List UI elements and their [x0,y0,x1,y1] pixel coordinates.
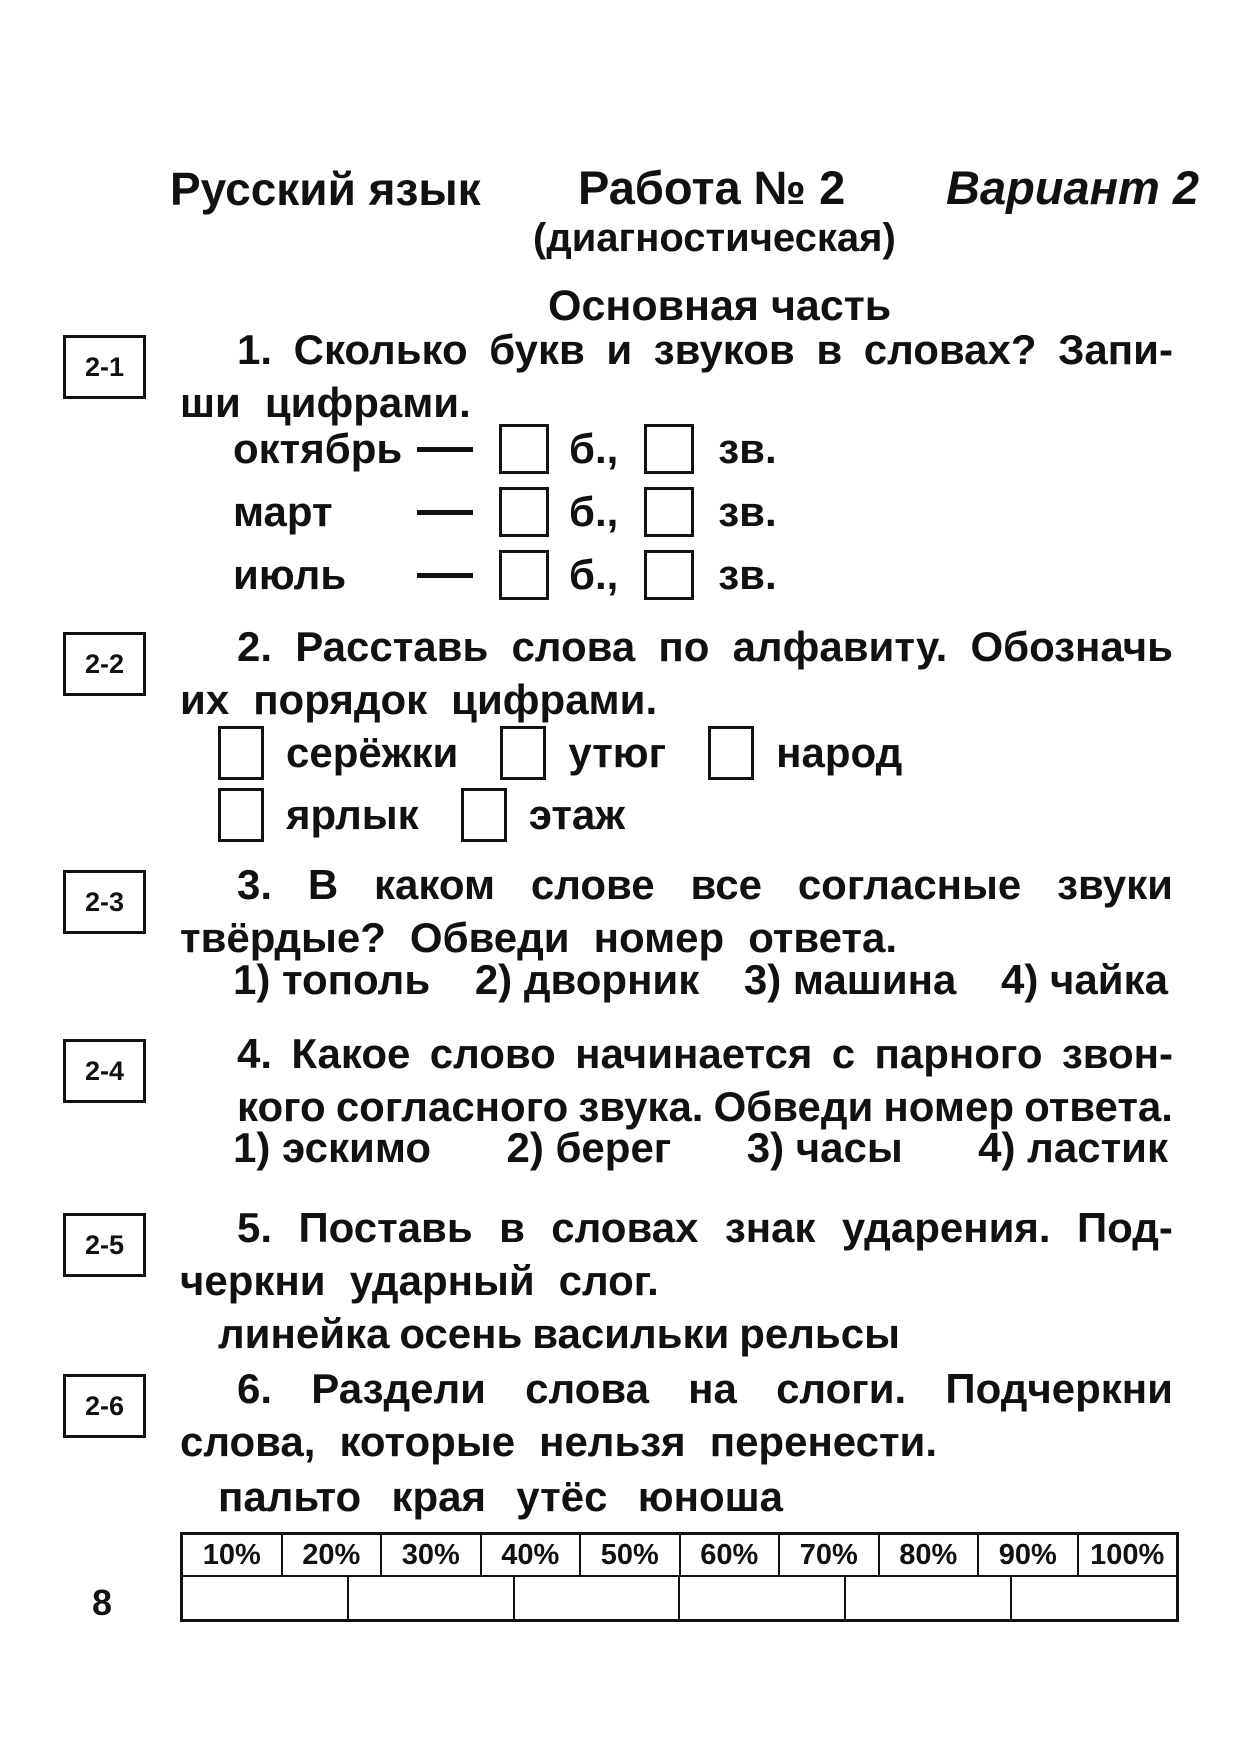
letters-abbrev-label: б., [569,425,619,472]
score-cell[interactable] [183,1577,349,1619]
percent-cell: 20% [283,1535,383,1575]
percent-cell: 80% [880,1535,980,1575]
word-text: октябрь [233,425,403,472]
task-1-line-1 [180,326,1173,374]
word-text: ударный [349,1257,535,1304]
task-5-line-2 [180,1257,1173,1305]
section-title: Основная часть [548,282,892,330]
task-5-words [218,1310,900,1358]
word-text: начинается [575,1030,813,1077]
word-text: звон- [1061,1030,1173,1077]
word-text: черкни [180,1257,326,1304]
word-text: Подчеркни [945,1365,1173,1412]
task-6-words [218,1473,783,1521]
task-5-line-1 [180,1204,1173,1252]
task-number: 1. [237,326,273,373]
word-text: словах [551,1204,699,1251]
sounds-count-box[interactable] [644,424,694,474]
task-number: 3. [237,861,273,908]
word-text: на [688,1365,737,1412]
word-text: цифрами. [264,379,471,426]
word-text: Сколько [293,326,468,373]
percent-cell: 50% [581,1535,681,1575]
percent-cell: 100% [1090,1538,1165,1571]
percent-cell: 60% [681,1535,781,1575]
task-3-line-2 [180,914,1173,962]
task-4-line-1 [180,1030,1173,1078]
order-number-box[interactable] [708,726,754,780]
alphabet-order-row [218,789,667,841]
percent-cell: 40% [482,1535,582,1575]
dash-line [417,510,473,515]
word-text: слово [429,1030,556,1077]
word-text: в [816,326,843,373]
word-text: словах? [863,326,1037,373]
score-input-row [183,1577,1176,1619]
task-1-line-2 [180,379,1173,427]
word-text: Под- [1076,1204,1173,1251]
order-number-box[interactable] [218,788,264,842]
word-text: каком [374,861,496,908]
word-text: 1) тополь [233,956,431,1003]
task-code: 2-5 [84,1229,125,1260]
task-2-line-1 [180,623,1173,671]
task-6-line-2 [180,1418,1173,1466]
word-text: и [606,326,633,373]
percent-cell: 30% [382,1535,482,1575]
word-text: твёрдые? [180,914,386,961]
order-number-box[interactable] [500,726,546,780]
task-2-line-2 [180,676,1173,724]
word-text: слова, [180,1418,316,1465]
word-text: ударения. [841,1204,1051,1251]
word-text: Обведи [713,1083,874,1130]
word-text: согласного [335,1083,569,1130]
subject-label: Русский язык [170,163,481,215]
word-text: 4) ластик [978,1124,1168,1171]
word-text: народ [776,729,903,776]
score-table [180,1532,1179,1622]
percent-cell: 70% [780,1535,880,1575]
word-text: парного [874,1030,1043,1077]
task-code: 2-2 [84,648,125,679]
word-text: 3) машина [743,956,957,1003]
page-number: 8 [92,1582,113,1623]
dash-line [417,447,473,452]
letters-abbrev-label: б., [569,488,619,535]
task-3-options [233,956,1168,1004]
task-6-line-1 [180,1365,1173,1413]
task-code: 2-3 [84,886,125,917]
letters-abbrev-label: б., [569,551,619,598]
word-text: 3) часы [746,1124,903,1171]
task-code-box [63,632,146,696]
word-text: все [690,861,762,908]
sounds-abbrev-label: зв. [718,488,777,535]
task-code-box [63,1039,146,1103]
task-code-box [63,335,146,399]
word-text: букв [489,326,585,373]
word-text: утёс [516,1473,608,1520]
word-text: Какое [291,1030,411,1077]
word-text: перенести. [709,1418,938,1465]
letters-sounds-row [233,551,777,599]
word-text: нельзя [539,1418,686,1465]
score-cell[interactable] [680,1577,846,1619]
sounds-abbrev-label: зв. [718,425,777,472]
word-text: края [391,1473,487,1520]
word-text: 2) дворник [474,956,700,1003]
task-number: 2. [237,623,273,670]
percent-header-row [183,1535,1176,1577]
word-text: слоги. [776,1365,907,1412]
word-text: номер [593,914,725,961]
word-text: В [307,861,339,908]
word-text: март [233,488,333,535]
task-code-box [63,1213,146,1277]
word-text: порядок [253,676,428,723]
letters-sounds-row [233,488,777,536]
word-text: ответа. [1024,1083,1173,1130]
task-code: 2-1 [84,351,125,382]
word-text: слова [525,1365,649,1412]
task-code: 2-4 [84,1055,125,1086]
word-text: рельсы [739,1310,900,1357]
word-text: звуков [653,326,795,373]
score-cell[interactable] [846,1577,1012,1619]
percent-cell: 10% [183,1535,283,1575]
word-text: утюг [568,729,667,776]
word-text: знак [724,1204,816,1251]
task-number: 5. [237,1204,273,1251]
letters-count-box[interactable] [499,487,549,537]
word-text: Обозначь [970,623,1173,670]
word-text: 4) чайка [1001,956,1168,1003]
word-text: ярлык [286,791,419,838]
word-text: алфавиту. [732,623,948,670]
variant-label: Вариант 2 [946,161,1200,214]
task-code: 2-6 [84,1390,125,1421]
word-text: осень [399,1310,523,1357]
work-title: Работа № 2 [578,161,846,214]
word-text: июль [233,551,347,598]
score-cell[interactable] [349,1577,515,1619]
task-code-box [63,1374,146,1438]
word-text: юноша [637,1473,783,1520]
letters-sounds-row [233,425,777,473]
word-text: звука. [578,1083,704,1130]
alphabet-order-row [218,727,944,779]
word-text: 2) берег [506,1124,672,1171]
word-text: с [831,1030,856,1077]
word-text: слог. [558,1257,659,1304]
word-text: слове [530,861,655,908]
word-text: Расставь [295,623,489,670]
word-text: васильки [532,1310,730,1357]
work-subtitle: (диагностическая) [533,216,896,260]
word-text: Раздели [311,1365,486,1412]
percent-cell: 90% [979,1535,1079,1575]
word-text: согласные [797,861,1022,908]
score-cell[interactable] [1012,1577,1176,1619]
word-text: этаж [528,791,626,838]
sounds-count-box[interactable] [644,550,694,600]
word-text: номер [883,1083,1014,1130]
word-text: серёжки [286,729,459,776]
word-text: которые [339,1418,516,1465]
word-text: их [180,676,230,723]
word-text: Обведи [409,914,570,961]
sounds-count-box[interactable] [644,487,694,537]
order-number-box[interactable] [461,788,507,842]
letters-count-box[interactable] [499,550,549,600]
word-text: кого [237,1083,326,1130]
dash-line [417,573,473,578]
word-text: звуки [1057,861,1173,908]
task-3-line-1 [180,861,1173,909]
word-text: ши [180,379,241,426]
word-text: слова [511,623,636,670]
word-text: цифрами. [451,676,658,723]
sounds-abbrev-label: зв. [718,551,777,598]
score-cell[interactable] [515,1577,681,1619]
word-text: по [658,623,710,670]
word-text: ответа. [748,914,898,961]
word-text: в [499,1204,525,1251]
letters-count-box[interactable] [499,424,549,474]
word-text: Поставь [298,1204,473,1251]
word-text: Запи- [1058,326,1173,373]
task-code-box [63,870,146,934]
task-number: 4. [237,1030,273,1077]
task-4-options [233,1124,1168,1172]
order-number-box[interactable] [218,726,264,780]
task-number: 6. [237,1365,273,1412]
word-text: линейка [218,1310,390,1357]
word-text: 1) эскимо [233,1124,432,1171]
word-text: пальто [218,1473,362,1520]
